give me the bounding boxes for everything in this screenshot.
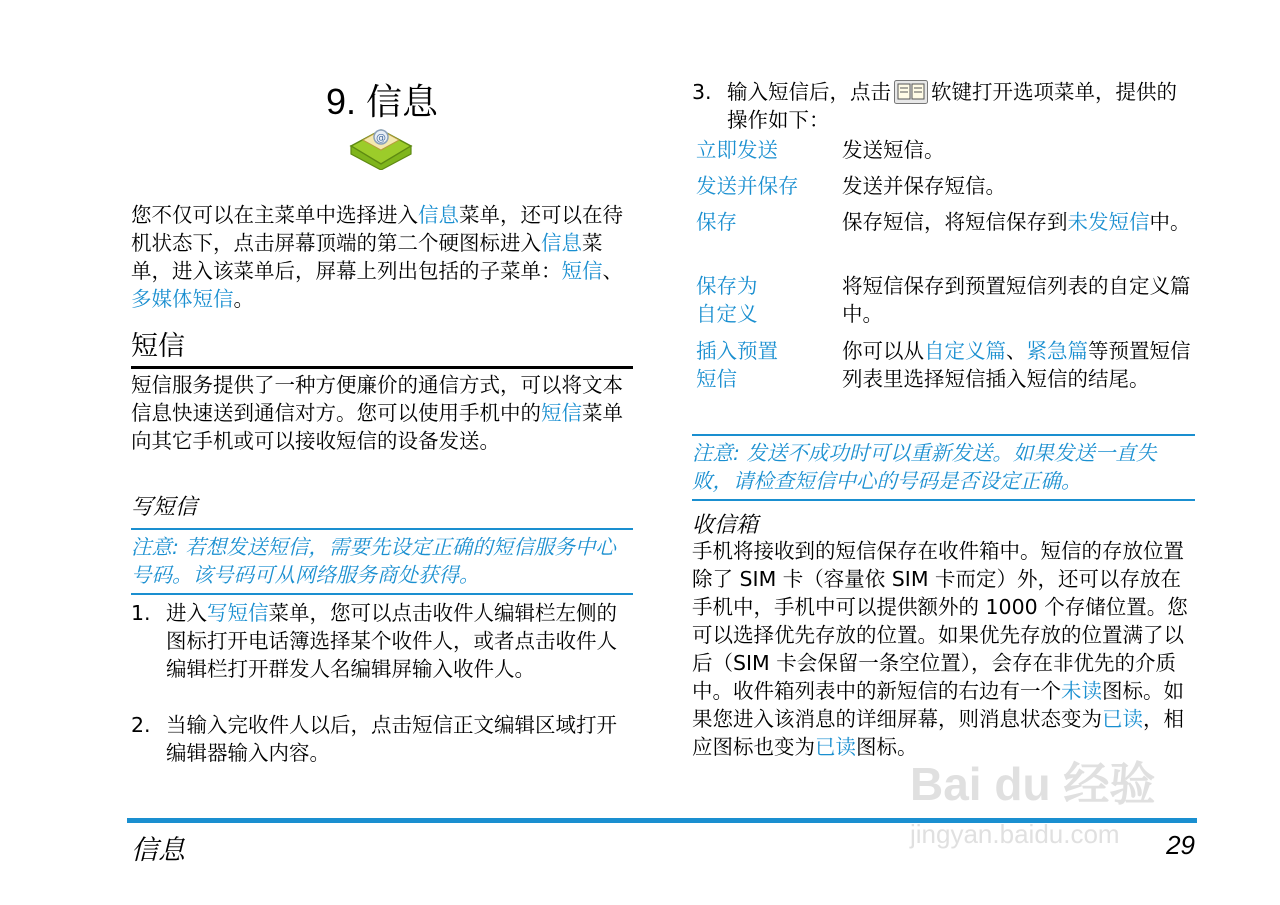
option-name: 发送并保存 <box>696 174 799 198</box>
menu-term: 已读 <box>815 735 856 759</box>
option-row <box>692 272 1195 328</box>
text-run: 您不仅可以在主菜单中选择进入 <box>131 203 418 227</box>
step3-text-after: 软键打开选项菜单，提供的操作如下： <box>727 80 1177 132</box>
text-run: 将短信保存到预置短信列表的自定义篇中。 <box>842 274 1191 326</box>
list-text <box>727 78 1195 134</box>
menu-term: 短信 <box>541 401 582 425</box>
text-run: 图标。如果您进入该消息的详细屏幕，则消息状态变为 <box>692 679 1184 731</box>
option-name: 保存为 自定义 <box>696 274 758 326</box>
option-desc <box>842 272 1195 328</box>
option-desc <box>842 136 1195 164</box>
text-run: 、 <box>1006 339 1027 363</box>
menu-term: 已读 <box>1102 707 1143 731</box>
option-row <box>692 337 1195 393</box>
option-row <box>692 208 1195 236</box>
chapter-title: 9. 信息 <box>325 81 439 122</box>
text-run: 、 <box>602 259 623 283</box>
text-run: 中。 <box>1149 210 1191 234</box>
text-run: 菜单，还可以在待机状态下，点击屏幕顶端的第二个硬图标进入 <box>131 203 623 255</box>
options-softkey-icon <box>894 80 928 104</box>
option-desc <box>842 172 1195 200</box>
text-run: 进入 <box>166 601 207 625</box>
inbox-paragraph <box>692 537 1195 761</box>
sms-paragraph <box>131 371 633 455</box>
envelope-icon <box>349 124 413 170</box>
text-run: 菜单向其它手机或可以接收短信的设备发送。 <box>131 401 623 453</box>
menu-term: 紧急篇 <box>1026 339 1088 363</box>
svg-text:@: @ <box>376 133 386 144</box>
menu-term: 自定义篇 <box>924 339 1006 363</box>
text-run: 菜单，您可以点击收件人编辑栏左侧的图标打开电话簿选择某个收件人，或者点击收件人编辑栏打开群发人名编辑屏输入收件人。 <box>166 601 617 681</box>
option-name: 保存 <box>696 210 737 234</box>
list-item <box>692 78 1195 134</box>
note-box: 注意: 若想发送短信，需要先设定正确的短信服务中心号码。该号码可从网络服务商处获得。 <box>131 528 633 595</box>
subsection-heading-write: 写短信 <box>131 495 198 520</box>
option-name: 插入预置 短信 <box>696 339 778 391</box>
text-run: 发送并保存短信。 <box>842 174 1006 198</box>
note-box: 注意: 发送不成功时可以重新发送。如果发送一直失败，请检查短信中心的号码是否设定正确。 <box>692 434 1195 501</box>
text-run: 菜单，进入该菜单后，屏幕上列出包括的子菜单： <box>131 231 603 283</box>
option-name: 立即发送 <box>696 138 778 162</box>
menu-term: 未读 <box>1061 679 1102 703</box>
section-rule <box>131 366 633 369</box>
option-row <box>692 136 1195 164</box>
list-item <box>131 599 633 683</box>
intro-paragraph <box>131 201 633 313</box>
left-column <box>131 0 633 905</box>
watermark-url: jingyan.baidu.com <box>910 819 1120 849</box>
menu-term: 写短信 <box>207 601 269 625</box>
list-number: 3. <box>692 80 712 104</box>
text-run: 发送短信。 <box>842 138 945 162</box>
list-text <box>166 599 633 683</box>
menu-term: 短信 <box>561 259 603 283</box>
text-run: 短信服务提供了一种方便廉价的通信方式，可以将文本信息快速送到通信对方。您可以使用手机中的 <box>131 373 623 425</box>
section-heading-sms: 短信 <box>131 331 185 362</box>
menu-term: 未发短信 <box>1067 210 1150 234</box>
option-desc <box>842 208 1195 236</box>
text-run: 图标。 <box>856 735 918 759</box>
list-item <box>131 711 633 767</box>
menu-term: 信息 <box>541 231 582 255</box>
baidu-watermark-logo <box>905 745 1205 855</box>
text-run: 手机将接收到的短信保存在收件箱中。短信的存放位置除了 SIM 卡（容量依 SIM 卡而定）外，还可以存放在手机中，手机中可以提供额外的 1000 个存储位置。您可以选择优先存放的位置。如果优先存放的位置满了以后（SIM 卡会保留一条空位置），会存在非优先的介质中。收件箱列表中的新短信的右边有一个 <box>692 539 1188 703</box>
list-number: 1. <box>131 601 151 625</box>
text-run: 当输入完收件人以后，点击短信正文编辑区域打开编辑器输入内容。 <box>166 713 617 765</box>
menu-term: 信息 <box>418 203 459 227</box>
text-run: 。 <box>233 287 254 311</box>
option-desc <box>842 337 1195 393</box>
list-text <box>166 711 633 767</box>
menu-term: 多媒体短信 <box>131 287 234 311</box>
list-number: 2. <box>131 713 151 737</box>
text-run: 你可以从 <box>842 339 924 363</box>
footer-section-name: 信息 <box>131 835 185 866</box>
step3-text-before: 输入短信后，点击 <box>727 80 891 104</box>
text-run: ，相应图标也变为 <box>692 707 1184 759</box>
text-run: 等预置短信列表里选择短信插入短信的结尾。 <box>842 339 1191 391</box>
page-number: 29 <box>1166 830 1195 860</box>
subsection-heading-inbox: 收信箱 <box>692 513 759 538</box>
text-run: 保存短信，将短信保存到 <box>842 210 1068 234</box>
watermark-brand: Bai du 经验 <box>910 758 1156 810</box>
option-row <box>692 172 1195 200</box>
